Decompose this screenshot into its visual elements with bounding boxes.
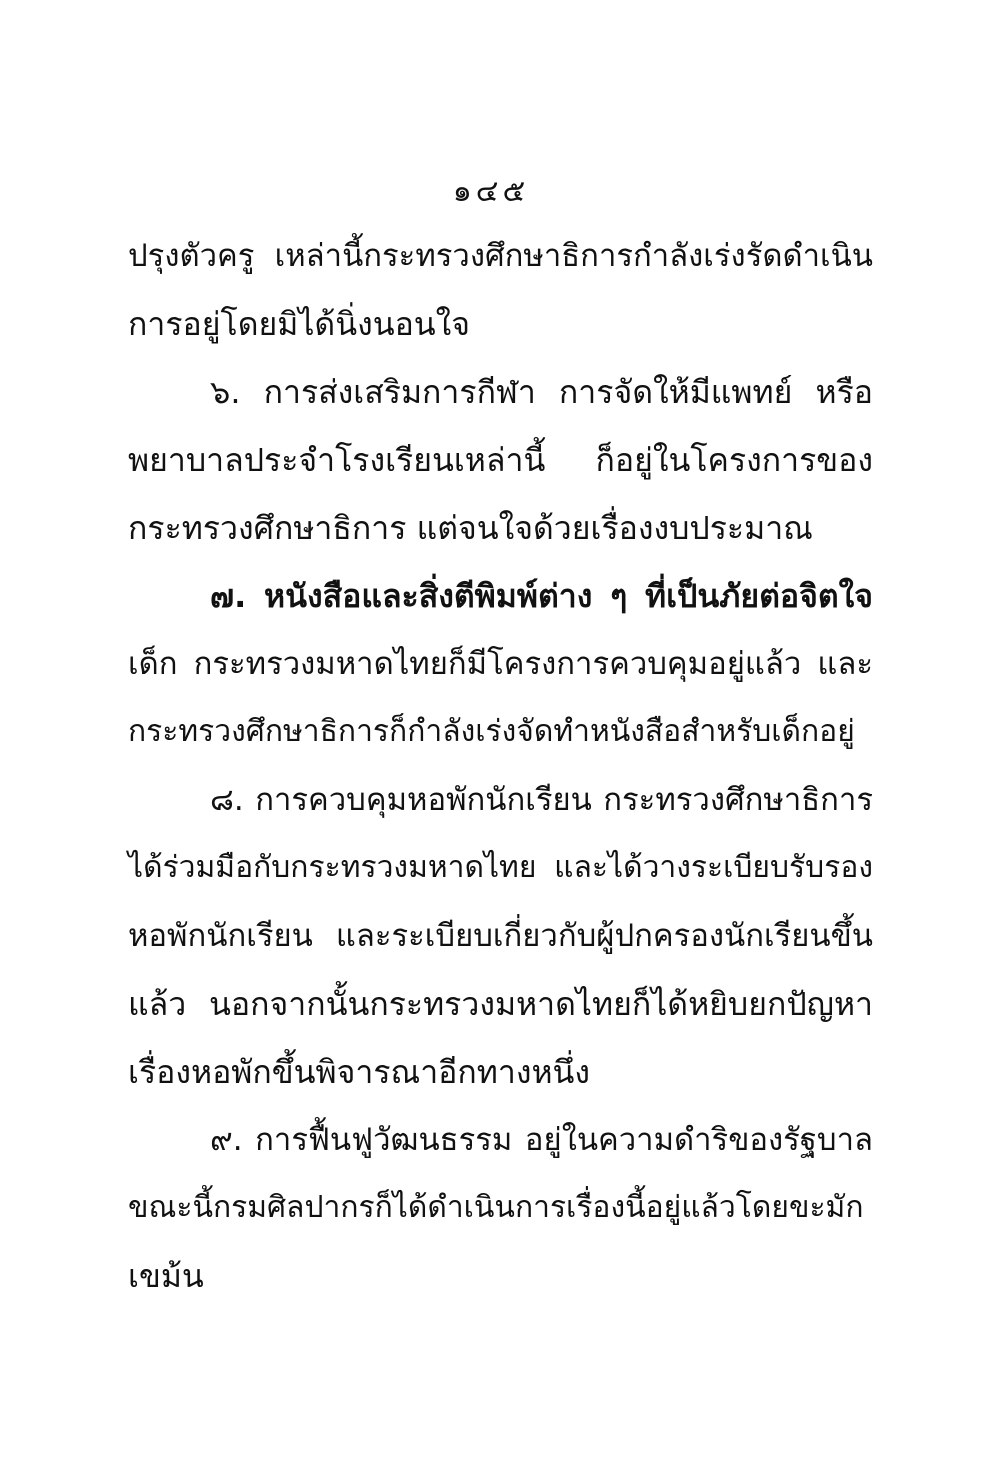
text-line: ปรุงตัวครู เหล่านี้กระทรวงศึกษาธิการกำลังเร่งรัดดำเนิน (128, 238, 873, 274)
text-line: เรื่องหอพักขึ้นพิจารณาอีกทางหนึ่ง (128, 1053, 591, 1091)
paragraph-7-line: ๗. หนังสือและสิ่งตีพิมพ์ต่าง ๆ ที่เป็นภัยต่อจิตใจ (210, 577, 873, 615)
text-line: ได้ร่วมมือกับกระทรวงมหาดไทย และได้วางระเบียบรับรอง (128, 850, 873, 885)
text-line: หอพักนักเรียน และระเบียบเกี่ยวกับผู้ปกครองนักเรียนขึ้น (128, 918, 873, 954)
text-line: พยาบาลประจำโรงเรียนเหล่านี้ ก็อยู่ในโครงการของ (128, 441, 873, 479)
page-number: ๑๔๕ (452, 174, 530, 209)
text-line: กระทรวงศึกษาธิการ แต่จนใจด้วยเรื่องงบประมาณ (128, 509, 813, 547)
text-line: เด็ก กระทรวงมหาดไทยก็มีโครงการควบคุมอยู่แล้ว และ (128, 646, 873, 682)
text-line: กระทรวงศึกษาธิการก็กำลังเร่งจัดทำหนังสือสำหรับเด็กอยู่ (128, 714, 855, 749)
paragraph-8-line: ๘. การควบคุมหอพักนักเรียน กระทรวงศึกษาธิการ (210, 782, 873, 818)
paragraph-6-line: ๖. การส่งเสริมการกีฬา การจัดให้มีแพทย์ หรือ (210, 373, 873, 411)
text-line: ขณะนี้กรมศิลปากรก็ได้ดำเนินการเรื่องนี้อยู่แล้วโดยขะมัก (128, 1190, 864, 1225)
paragraph-9-line: ๙. การฟื้นฟูวัฒนธรรม อยู่ในความดำริของรัฐบาล (210, 1122, 873, 1158)
text-line: แล้ว นอกจากนั้นกระทรวงมหาดไทยก็ได้หยิบยกปัญหา (128, 985, 873, 1023)
text-line: เขม้น (128, 1257, 204, 1295)
text-line: การอยู่โดยมิได้นิ่งนอนใจ (128, 305, 471, 343)
